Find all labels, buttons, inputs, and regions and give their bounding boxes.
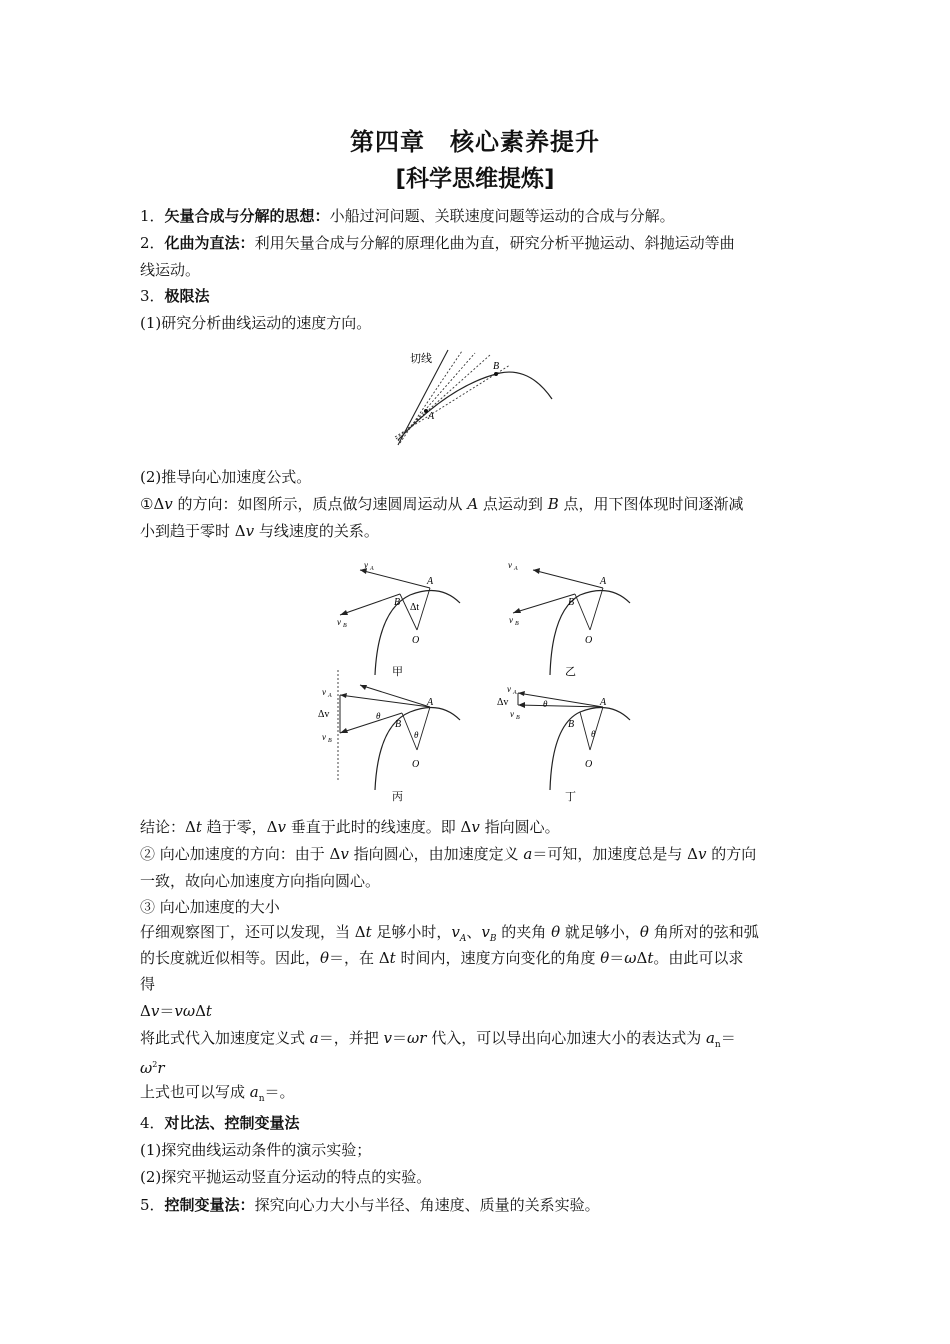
svg-text:Δv: Δv xyxy=(497,697,509,708)
item-1: 1．矢量合成与分解的思想：小船过河问题、关联速度问题等运动的合成与分解。 xyxy=(140,207,675,225)
svg-text:O: O xyxy=(412,759,420,770)
svg-text:A: A xyxy=(427,697,434,708)
svg-text:θ: θ xyxy=(414,730,419,740)
secant-line-1 xyxy=(395,365,510,437)
label-bing: 丙 xyxy=(392,791,403,803)
svg-text:A: A xyxy=(600,697,607,708)
paragraph-4-end: 得 xyxy=(140,975,156,993)
secant-line-3 xyxy=(396,355,490,439)
svg-text:v: v xyxy=(510,709,514,719)
svg-text:A: A xyxy=(370,566,374,572)
paragraph-6: 上式也可以写成 $a_n=$。 xyxy=(140,1083,295,1104)
secant-line-2 xyxy=(398,353,475,441)
svg-text:A: A xyxy=(513,690,517,696)
svg-text:O: O xyxy=(585,759,593,770)
svg-text:v: v xyxy=(508,560,512,570)
paragraph-4: 仔细观察图丁，还可以发现，当 Δt 足够小时，$v_A$、$v_B$ 的夹角 θ 就足够小，θ 角所对的弦和弧 xyxy=(140,923,759,944)
curve-path xyxy=(398,372,552,440)
item-2: 2．化曲为直法：利用矢量合成与分解的原理化曲为直，研究分析平抛运动、斜抛运动等曲 xyxy=(140,234,735,252)
svg-text:v: v xyxy=(337,617,341,627)
panel-jia xyxy=(337,560,460,678)
svg-text:B: B xyxy=(328,738,332,744)
svg-text:θ: θ xyxy=(543,699,548,709)
svg-text:v: v xyxy=(322,732,326,742)
svg-text:B: B xyxy=(394,597,401,608)
tangent-label: 切线 xyxy=(410,353,432,365)
label-yi: 乙 xyxy=(565,666,576,678)
conclusion-3: ③ 向心加速度的大小 xyxy=(140,898,280,916)
svg-text:O: O xyxy=(412,635,420,646)
paragraph-5: 将此式代入加速度定义式 a＝，并把 v＝ωr 代入，可以导出向心加速大小的表达式为 $a_n=$ xyxy=(140,1029,736,1050)
conclusion-2: ② 向心加速度的方向：由于 Δv 指向圆心，由加速度定义 a＝可知，加速度总是与 Δv 的方向 xyxy=(140,845,757,863)
svg-text:B: B xyxy=(516,715,520,721)
svg-text:v: v xyxy=(509,615,513,625)
chapter-title: 第四章 核心素养提升 xyxy=(350,128,600,156)
svg-text:A: A xyxy=(600,576,607,587)
svg-text:Δt: Δt xyxy=(410,602,420,613)
svg-text:B: B xyxy=(568,719,575,730)
item-4: 4．对比法、控制变量法 xyxy=(140,1114,300,1132)
velocity-change-figure xyxy=(300,555,650,810)
svg-text:A: A xyxy=(328,693,332,699)
conclusion-1: 结论：Δt 趋于零，Δv 垂直于此时的线速度。即 Δv 指向圆心。 xyxy=(140,818,560,836)
svg-text:A: A xyxy=(514,566,518,572)
paragraph-4-cont: 的长度就近似相等。因此，θ＝，在 Δt 时间内，速度方向变化的角度 θ＝ωΔt。由此可以求 xyxy=(140,949,744,967)
svg-text:B: B xyxy=(568,597,575,608)
svg-text:O: O xyxy=(585,635,593,646)
section-heading: [科学思维提炼] xyxy=(395,166,555,192)
svg-text:θ: θ xyxy=(376,711,381,721)
svg-text:v: v xyxy=(507,684,511,694)
svg-text:v: v xyxy=(364,560,368,570)
paragraph-8: (2)探究平抛运动竖直分运动的特点的实验。 xyxy=(140,1168,432,1186)
paragraph-3-cont: 小到趋于零时 Δv 与线速度的关系。 xyxy=(140,522,379,540)
svg-text:v: v xyxy=(322,687,326,697)
svg-text:θ: θ xyxy=(591,729,596,739)
item-2-cont: 线运动。 xyxy=(140,261,201,279)
svg-text:B: B xyxy=(343,623,347,629)
paragraph-1: (1)研究分析曲线运动的速度方向。 xyxy=(140,314,372,332)
paragraph-7: (1)探究曲线运动条件的演示实验； xyxy=(140,1141,372,1159)
panel-yi xyxy=(508,560,630,678)
svg-text:Δv: Δv xyxy=(318,709,330,720)
equation-dv: Δv＝vωΔt xyxy=(140,1002,212,1020)
item-3: 3．极限法 xyxy=(140,287,210,305)
panel-bing xyxy=(318,670,460,803)
label-b: B xyxy=(493,361,500,372)
svg-text:B: B xyxy=(395,719,402,730)
paragraph-3: ①Δv 的方向：如图所示，质点做匀速圆周运动从 A 点运动到 B 点，用下图体现时间逐渐减 xyxy=(140,495,744,513)
tangent-limit-figure xyxy=(390,345,560,455)
arc-yi xyxy=(550,591,630,676)
label-ding: 丁 xyxy=(565,791,576,803)
item-5: 5．控制变量法：探究向心力大小与半径、角速度、质量的关系实验。 xyxy=(140,1196,600,1214)
svg-text:B: B xyxy=(515,621,519,627)
conclusion-2-cont: 一致，故向心加速度方向指向圆心。 xyxy=(140,872,381,890)
equation-an: $\omega^2r$ xyxy=(140,1059,165,1077)
svg-text:A: A xyxy=(427,576,434,587)
paragraph-2: (2)推导向心加速度公式。 xyxy=(140,468,312,486)
velocity-a-jia xyxy=(360,570,430,588)
point-b xyxy=(494,372,498,376)
label-jia: 甲 xyxy=(392,666,403,678)
label-a: A xyxy=(428,411,435,422)
panel-ding xyxy=(497,684,630,803)
